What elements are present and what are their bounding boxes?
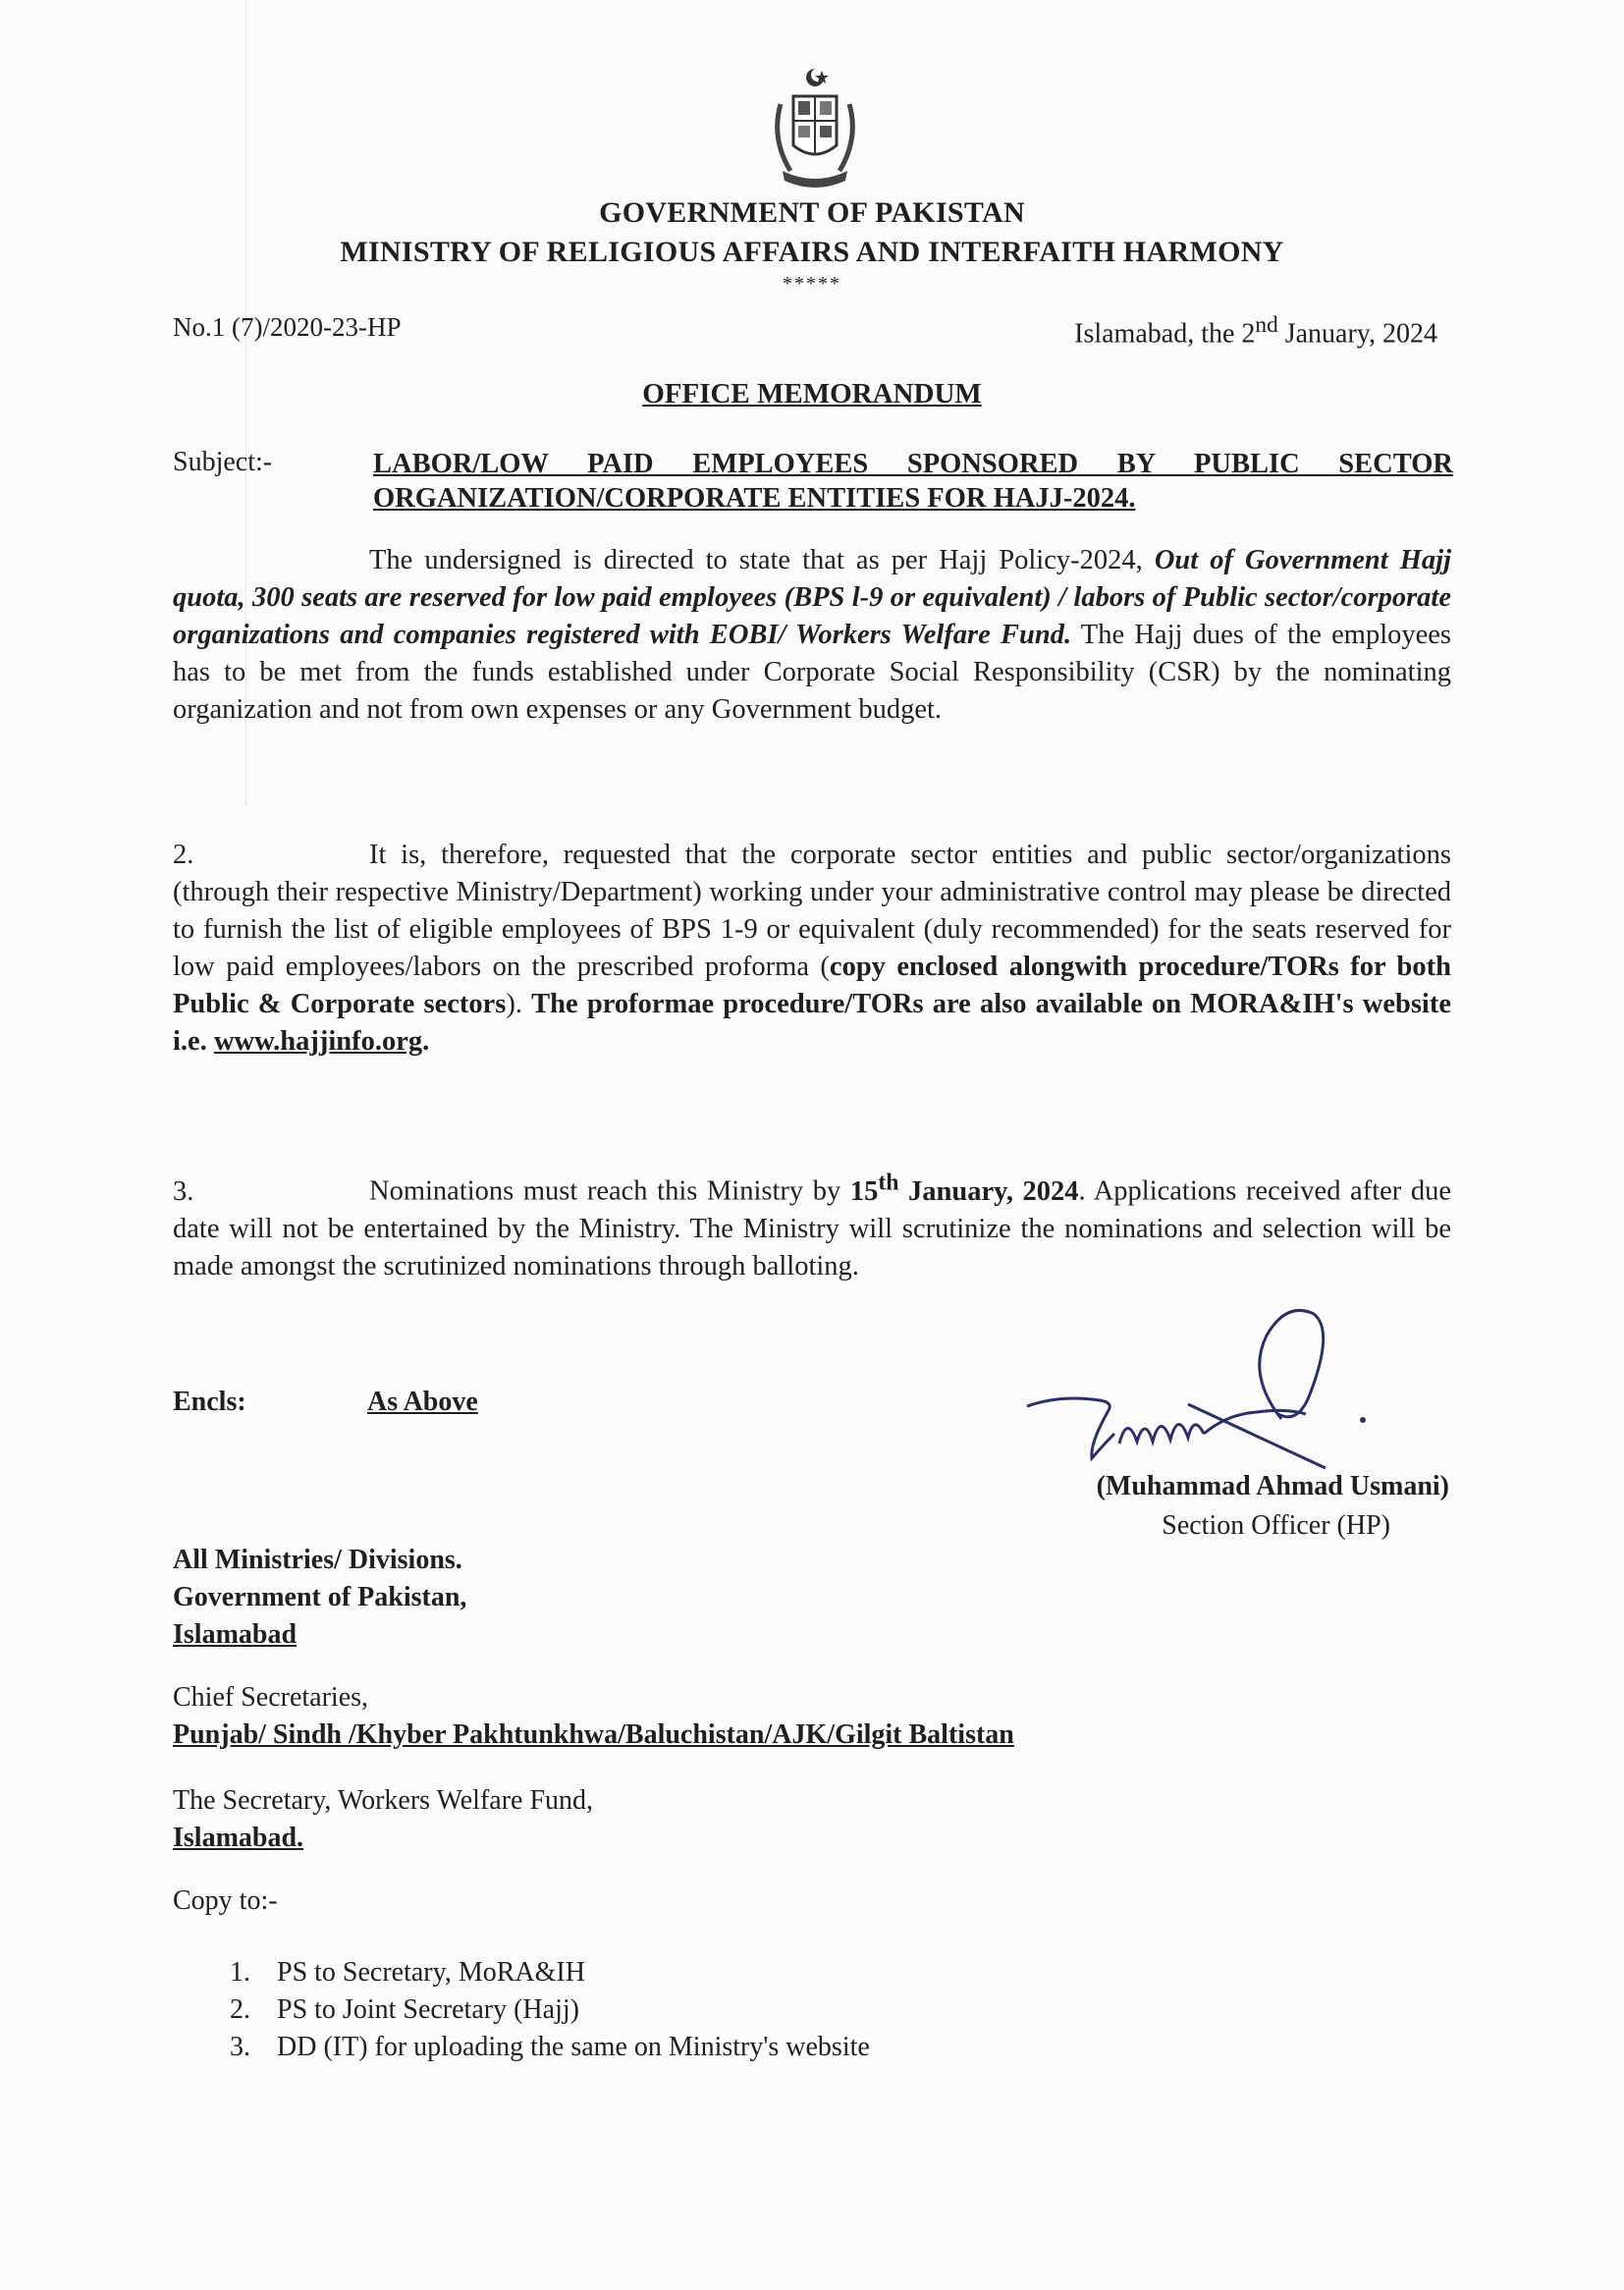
issue-date: Islamabad, the 2nd January, 2024 xyxy=(1074,312,1437,350)
document-title: OFFICE MEMORANDUM xyxy=(642,378,982,409)
addressee-ministries: All Ministries/ Divisions. Government of Pakistan, Islamabad xyxy=(173,1545,467,1650)
subject-line-2: ORGANIZATION/CORPORATE ENTITIES FOR HAJJ-2024. xyxy=(373,483,1136,514)
paragraph-1: The undersigned is directed to state that as per Hajj Policy-2024, Out of Government Hajj quota, 300 seats are reserved for low paid employees (BPS l-9 or equivalent) / labors of Public sector/corporate organizations and companies registered with EOBI/ Workers Welfare Fund. The Hajj dues of the employees has to be met from the funds established under Corporate Social Responsibility (CSR) by the nominating organization and not from own expenses or any Government budget. xyxy=(173,545,1452,725)
website-link[interactable]: www.hajjinfo.org xyxy=(213,1026,423,1057)
signatory-name: (Muhammad Ahmad Usmani) xyxy=(1096,1471,1449,1501)
subject-text xyxy=(373,447,1453,516)
subject-label: Subject:- xyxy=(173,447,273,477)
header-government: GOVERNMENT OF PAKISTAN xyxy=(599,196,1025,229)
reference-number: No.1 (7)/2020-23-HP xyxy=(173,312,402,342)
paragraph-3: 3. Nominations must reach this Ministry by 15th January, 2024. Applications received after due date will not be entertained by the Ministry. The Ministry will scrutinize the nominations and selection will be made amongst the scrutinized nominations through balloting. xyxy=(173,1170,1451,1281)
copy-to-label: Copy to:- xyxy=(173,1885,278,1916)
addressee-workers-welfare-fund: The Secretary, Workers Welfare Fund, Islamabad. xyxy=(173,1785,594,1853)
government-crest-icon xyxy=(761,65,869,197)
paragraph-2: 2. It is, therefore, requested that the corporate sector entities and public sector/organizations (through their respective Ministry/Department) working under your administrative control may please be directed to furnish the list of eligible employees of BPS 1-9 or equivalent (duly recommended) for the seats reserved for low paid employees/labors on the prescribed proforma (copy enclosed alongwith procedure/TORs for both Public & Corporate sectors). The proformae procedure/TORs are also available on MORA&IH's website i.e. www.hajjinfo.org. xyxy=(173,840,1452,1057)
subject-line-1: LABOR/LOW PAID EMPLOYEES SPONSORED BY PUBLIC SECTOR xyxy=(373,449,1453,479)
list-item: 2. PS to Joint Secretary (Hajj) xyxy=(230,1994,579,2025)
addressee-chief-secretaries: Chief Secretaries, Punjab/ Sindh /Khyber Pakhtunkhwa/Baluchistan/AJK/Gilgit Baltistan xyxy=(173,1682,1014,1750)
signatory-designation: Section Officer (HP) xyxy=(1162,1510,1390,1541)
enclosure-label: Encls: xyxy=(173,1387,246,1417)
list-item: 1. PS to Secretary, MoRA&IH xyxy=(230,1957,585,1988)
enclosure-value: As Above xyxy=(367,1387,478,1417)
header-stars: ***** xyxy=(783,273,841,295)
header-ministry: MINISTRY OF RELIGIOUS AFFAIRS AND INTERFAITH HARMONY xyxy=(340,236,1284,268)
list-item: 3. DD (IT) for uploading the same on Ministry's website xyxy=(230,2032,870,2062)
copy-to-list xyxy=(230,1954,870,2066)
handwritten-signature-icon xyxy=(1021,1296,1414,1473)
